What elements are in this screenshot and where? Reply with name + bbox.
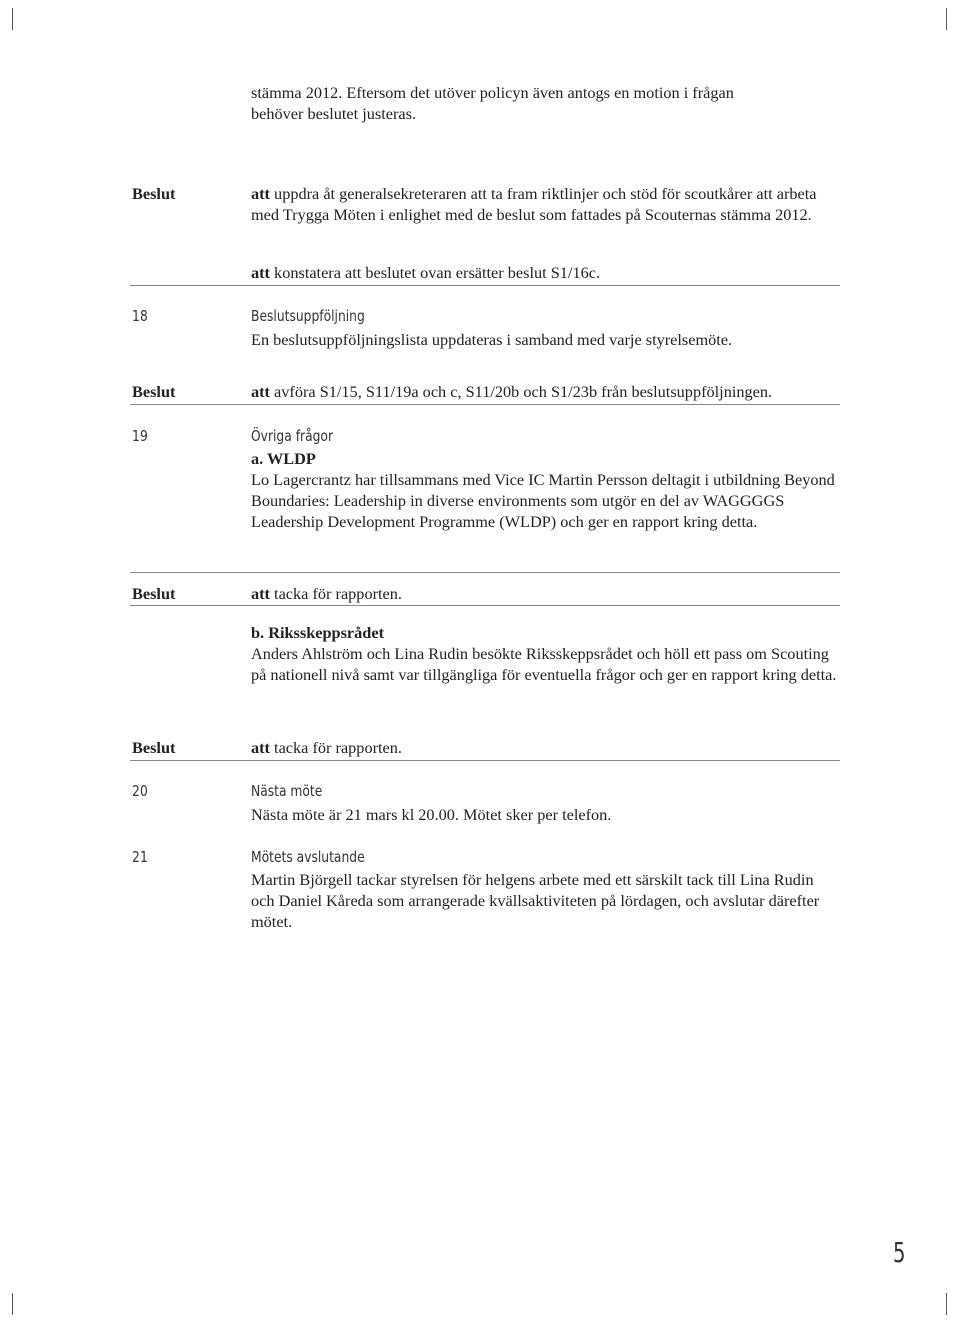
- crop-mark-bottom-left: [12, 1293, 14, 1315]
- decision-att-1: [251, 183, 841, 225]
- item-number: 19: [132, 427, 148, 445]
- decision-label: Beslut: [132, 738, 176, 757]
- decision-att: [251, 583, 841, 604]
- item-number: 21: [132, 848, 148, 866]
- divider: [130, 404, 840, 405]
- divider: [130, 760, 840, 761]
- att-text: tacka för rapporten.: [269, 584, 402, 603]
- item-text: Martin Björgell tackar styrelsen för helgens arbete med ett särskilt tack till Lina Rudin och Daniel Kåreda som arrangerade kvällsaktiviteten på lördagen, och avslutar därefter mötet.: [251, 870, 820, 931]
- item-number: 18: [132, 307, 148, 325]
- item-heading: Beslutsuppföljning: [251, 307, 365, 325]
- divider: [130, 572, 840, 573]
- item-number: 20: [132, 782, 148, 800]
- crop-mark-top-right: [946, 8, 948, 30]
- intro-line-1: stämma 2012. Eftersom det utöver policyn även antogs en motion i frågan: [251, 83, 734, 102]
- item-heading: Mötets avslutande: [251, 848, 365, 866]
- att-text: tacka för rapporten.: [269, 738, 402, 757]
- item-text: Nästa möte är 21 mars kl 20.00. Mötet sker per telefon.: [251, 805, 612, 824]
- page-number: 5: [893, 1236, 906, 1269]
- crop-mark-bottom-right: [946, 1293, 948, 1315]
- crop-mark-top-left: [12, 8, 14, 30]
- subitem-text: Lo Lagercrantz har tillsammans med Vice IC Martin Persson deltagit i utbildning Beyond Boundaries: Leadership in diverse environments som utgör en del av WAGGGGS Leadership Development Programme (WLDP) och ger en rapport kring detta.: [251, 470, 835, 531]
- decision-label: Beslut: [132, 184, 176, 203]
- decision-att-2: [251, 262, 841, 283]
- att-keyword: att: [251, 738, 270, 757]
- intro-paragraph: [251, 82, 841, 124]
- item-heading: Övriga frågor: [251, 427, 334, 445]
- decision-att: [251, 737, 841, 758]
- divider: [130, 605, 840, 606]
- subitem-b: [251, 622, 841, 685]
- subitem-title: a. WLDP: [251, 449, 316, 468]
- att-keyword: att: [251, 263, 270, 282]
- att-text: avföra S1/15, S11/19a och c, S11/20b och S1/23b från beslutsuppföljningen.: [269, 382, 773, 401]
- decision-label: Beslut: [132, 584, 176, 603]
- att-keyword: att: [251, 184, 270, 203]
- att-keyword: att: [251, 382, 270, 401]
- att-text: uppdra åt generalsekreteraren att ta fram riktlinjer och stöd för scoutkårer att arbeta med Trygga Möten i enlighet med de beslut som fattades på Scouternas stämma 2012.: [251, 184, 817, 224]
- decision-label: Beslut: [132, 382, 176, 401]
- att-text: konstatera att beslutet ovan ersätter beslut S1/16c.: [269, 263, 601, 282]
- intro-line-2: behöver beslutet justeras.: [251, 104, 417, 123]
- item-heading: Nästa möte: [251, 782, 323, 800]
- subitem-a: [251, 448, 841, 532]
- subitem-text: Anders Ahlström och Lina Rudin besökte Riksskeppsrådet och höll ett pass om Scouting på nationell nivå samt var tillgängliga för eventuella frågor och ger en rapport kring detta.: [251, 644, 837, 684]
- subitem-title: b. Riksskeppsrådet: [251, 623, 385, 642]
- decision-att: [251, 381, 841, 402]
- item-text: En beslutsuppföljningslista uppdateras i samband med varje styrelsemöte.: [251, 330, 733, 349]
- att-keyword: att: [251, 584, 270, 603]
- divider: [130, 285, 840, 286]
